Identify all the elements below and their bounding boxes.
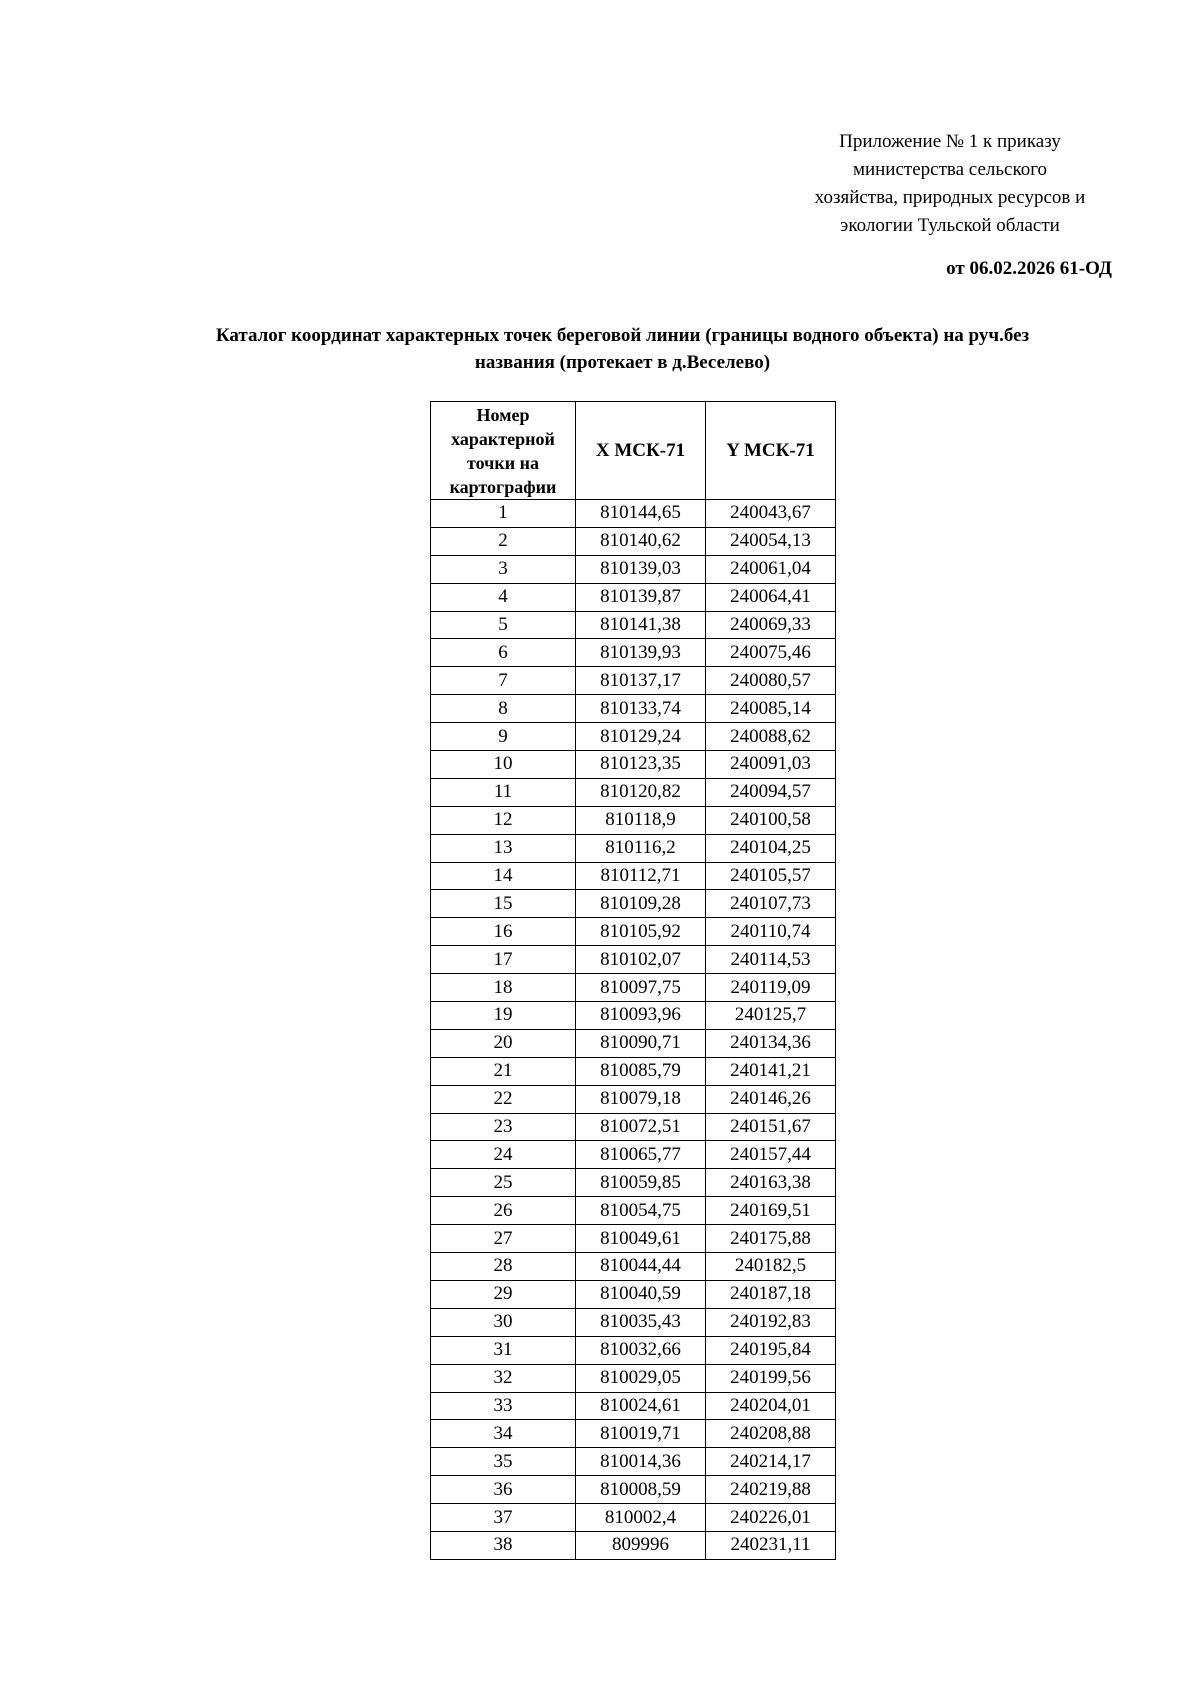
- cell-y: 240195,84: [706, 1336, 836, 1364]
- table-row: [431, 583, 836, 611]
- table-row: [431, 1169, 836, 1197]
- cell-y: 240146,26: [706, 1085, 836, 1113]
- cell-y: 240064,41: [706, 583, 836, 611]
- table-row: [431, 1002, 836, 1030]
- cell-y: 240169,51: [706, 1197, 836, 1225]
- cell-point-number: 27: [431, 1225, 576, 1253]
- cell-x: 810065,77: [576, 1141, 706, 1169]
- appendix-line: министерства сельского: [852, 159, 1048, 180]
- cell-x: 810079,18: [576, 1085, 706, 1113]
- table-row: [431, 611, 836, 639]
- cell-y: 240080,57: [706, 667, 836, 695]
- table-row: [431, 500, 836, 528]
- cell-x: 810059,85: [576, 1169, 706, 1197]
- table-row: [431, 946, 836, 974]
- cell-point-number: 26: [431, 1197, 576, 1225]
- cell-point-number: 16: [431, 918, 576, 946]
- cell-y: 240091,03: [706, 751, 836, 779]
- cell-y: 240104,25: [706, 834, 836, 862]
- cell-y: 240088,62: [706, 723, 836, 751]
- cell-point-number: 23: [431, 1113, 576, 1141]
- cell-point-number: 19: [431, 1002, 576, 1030]
- coordinates-table: [430, 401, 836, 1560]
- cell-point-number: 15: [431, 890, 576, 918]
- cell-point-number: 14: [431, 862, 576, 890]
- document-title: [130, 322, 1115, 376]
- cell-x: 810035,43: [576, 1308, 706, 1336]
- cell-y: 240110,74: [706, 918, 836, 946]
- cell-x: 810120,82: [576, 778, 706, 806]
- table-row: [431, 527, 836, 555]
- cell-x: 810032,66: [576, 1336, 706, 1364]
- cell-point-number: 32: [431, 1364, 576, 1392]
- cell-y: 240182,5: [706, 1253, 836, 1281]
- table-row: [431, 667, 836, 695]
- cell-x: 810093,96: [576, 1002, 706, 1030]
- header-point-number: [431, 402, 576, 500]
- cell-point-number: 38: [431, 1531, 576, 1559]
- cell-x: 810137,17: [576, 667, 706, 695]
- cell-y: 240199,56: [706, 1364, 836, 1392]
- cell-x: 810105,92: [576, 918, 706, 946]
- cell-y: 240187,18: [706, 1280, 836, 1308]
- cell-x: 810112,71: [576, 862, 706, 890]
- cell-y: 240192,83: [706, 1308, 836, 1336]
- cell-y: 240043,67: [706, 500, 836, 528]
- cell-point-number: 9: [431, 723, 576, 751]
- cell-y: 240107,73: [706, 890, 836, 918]
- cell-y: 240069,33: [706, 611, 836, 639]
- table-header-row: [431, 402, 836, 500]
- cell-x: 810072,51: [576, 1113, 706, 1141]
- cell-point-number: 18: [431, 974, 576, 1002]
- cell-point-number: 12: [431, 806, 576, 834]
- cell-point-number: 33: [431, 1392, 576, 1420]
- cell-point-number: 21: [431, 1057, 576, 1085]
- table-row: [431, 1029, 836, 1057]
- title-line: названия (протекает в д.Веселево): [474, 352, 771, 373]
- cell-point-number: 4: [431, 583, 576, 611]
- table-row: [431, 1476, 836, 1504]
- header-point-number-line: картографии: [449, 476, 557, 497]
- table-row: [431, 918, 836, 946]
- cell-x: 810090,71: [576, 1029, 706, 1057]
- header-point-number-line: Номер: [476, 404, 530, 425]
- table-row: [431, 639, 836, 667]
- cell-y: 240094,57: [706, 778, 836, 806]
- cell-point-number: 10: [431, 751, 576, 779]
- cell-point-number: 31: [431, 1336, 576, 1364]
- cell-x: 810040,59: [576, 1280, 706, 1308]
- table-row: [431, 1197, 836, 1225]
- cell-y: 240231,11: [706, 1531, 836, 1559]
- header-point-number-line: характерной: [451, 428, 555, 449]
- table-row: [431, 555, 836, 583]
- cell-x: 810139,93: [576, 639, 706, 667]
- cell-x: 810044,44: [576, 1253, 706, 1281]
- table-row: [431, 806, 836, 834]
- cell-x: 810054,75: [576, 1197, 706, 1225]
- table-row: [431, 778, 836, 806]
- table-body: [431, 500, 836, 1560]
- cell-point-number: 22: [431, 1085, 576, 1113]
- cell-x: 810097,75: [576, 974, 706, 1002]
- cell-x: 810008,59: [576, 1476, 706, 1504]
- appendix-line: экологии Тульской области: [840, 215, 1060, 236]
- table-row: [431, 1113, 836, 1141]
- cell-point-number: 35: [431, 1448, 576, 1476]
- cell-x: 810019,71: [576, 1420, 706, 1448]
- cell-y: 240114,53: [706, 946, 836, 974]
- cell-x: 810029,05: [576, 1364, 706, 1392]
- table-row: [431, 1531, 836, 1559]
- cell-y: 240061,04: [706, 555, 836, 583]
- cell-x: 810102,07: [576, 946, 706, 974]
- table-row: [431, 862, 836, 890]
- cell-point-number: 28: [431, 1253, 576, 1281]
- cell-y: 240157,44: [706, 1141, 836, 1169]
- cell-y: 240204,01: [706, 1392, 836, 1420]
- cell-point-number: 3: [431, 555, 576, 583]
- cell-point-number: 8: [431, 695, 576, 723]
- cell-y: 240100,58: [706, 806, 836, 834]
- cell-y: 240105,57: [706, 862, 836, 890]
- cell-point-number: 36: [431, 1476, 576, 1504]
- cell-x: 810129,24: [576, 723, 706, 751]
- table-row: [431, 695, 836, 723]
- header-x: X МСК-71: [576, 402, 706, 500]
- cell-x: 810139,03: [576, 555, 706, 583]
- cell-x: 810024,61: [576, 1392, 706, 1420]
- order-date: от 06.02.2026 61-ОД: [946, 258, 1112, 279]
- cell-x: 810014,36: [576, 1448, 706, 1476]
- cell-y: 240054,13: [706, 527, 836, 555]
- cell-x: 810140,62: [576, 527, 706, 555]
- table-row: [431, 1308, 836, 1336]
- cell-y: 240219,88: [706, 1476, 836, 1504]
- table-row: [431, 1364, 836, 1392]
- table-row: [431, 1253, 836, 1281]
- cell-point-number: 24: [431, 1141, 576, 1169]
- cell-x: 810141,38: [576, 611, 706, 639]
- table-row: [431, 1420, 836, 1448]
- cell-point-number: 2: [431, 527, 576, 555]
- table-row: [431, 1225, 836, 1253]
- cell-y: 240214,17: [706, 1448, 836, 1476]
- table-row: [431, 1280, 836, 1308]
- table-row: [431, 1336, 836, 1364]
- table-row: [431, 1392, 836, 1420]
- cell-x: 810085,79: [576, 1057, 706, 1085]
- cell-x: 810139,87: [576, 583, 706, 611]
- table-row: [431, 723, 836, 751]
- cell-point-number: 37: [431, 1504, 576, 1532]
- table-row: [431, 1448, 836, 1476]
- table-row: [431, 1504, 836, 1532]
- title-line: Каталог координат характерных точек береговой линии (границы водного объекта) на руч.без: [215, 325, 1030, 346]
- table-row: [431, 1057, 836, 1085]
- appendix-line: Приложение № 1 к приказу: [839, 131, 1061, 152]
- cell-x: 810002,4: [576, 1504, 706, 1532]
- cell-point-number: 6: [431, 639, 576, 667]
- cell-x: 810109,28: [576, 890, 706, 918]
- cell-point-number: 13: [431, 834, 576, 862]
- cell-point-number: 17: [431, 946, 576, 974]
- cell-y: 240141,21: [706, 1057, 836, 1085]
- cell-y: 240119,09: [706, 974, 836, 1002]
- cell-point-number: 34: [431, 1420, 576, 1448]
- cell-x: 809996: [576, 1531, 706, 1559]
- cell-point-number: 29: [431, 1280, 576, 1308]
- cell-y: 240134,36: [706, 1029, 836, 1057]
- cell-point-number: 20: [431, 1029, 576, 1057]
- cell-x: 810116,2: [576, 834, 706, 862]
- table-row: [431, 751, 836, 779]
- header-point-number-line: точки на: [467, 452, 539, 473]
- cell-x: 810144,65: [576, 500, 706, 528]
- cell-y: 240075,46: [706, 639, 836, 667]
- table-row: [431, 1085, 836, 1113]
- table-row: [431, 974, 836, 1002]
- cell-x: 810118,9: [576, 806, 706, 834]
- cell-point-number: 30: [431, 1308, 576, 1336]
- cell-point-number: 25: [431, 1169, 576, 1197]
- table-row: [431, 890, 836, 918]
- cell-point-number: 5: [431, 611, 576, 639]
- table-row: [431, 1141, 836, 1169]
- header-y: Y МСК-71: [706, 402, 836, 500]
- appendix-note: [780, 128, 1120, 240]
- cell-y: 240151,67: [706, 1113, 836, 1141]
- cell-y: 240085,14: [706, 695, 836, 723]
- cell-point-number: 1: [431, 500, 576, 528]
- cell-point-number: 7: [431, 667, 576, 695]
- appendix-line: хозяйства, природных ресурсов и: [814, 187, 1086, 208]
- cell-x: 810133,74: [576, 695, 706, 723]
- cell-y: 240163,38: [706, 1169, 836, 1197]
- cell-x: 810123,35: [576, 751, 706, 779]
- cell-x: 810049,61: [576, 1225, 706, 1253]
- cell-y: 240226,01: [706, 1504, 836, 1532]
- table-row: [431, 834, 836, 862]
- cell-y: 240208,88: [706, 1420, 836, 1448]
- cell-point-number: 11: [431, 778, 576, 806]
- cell-y: 240175,88: [706, 1225, 836, 1253]
- cell-y: 240125,7: [706, 1002, 836, 1030]
